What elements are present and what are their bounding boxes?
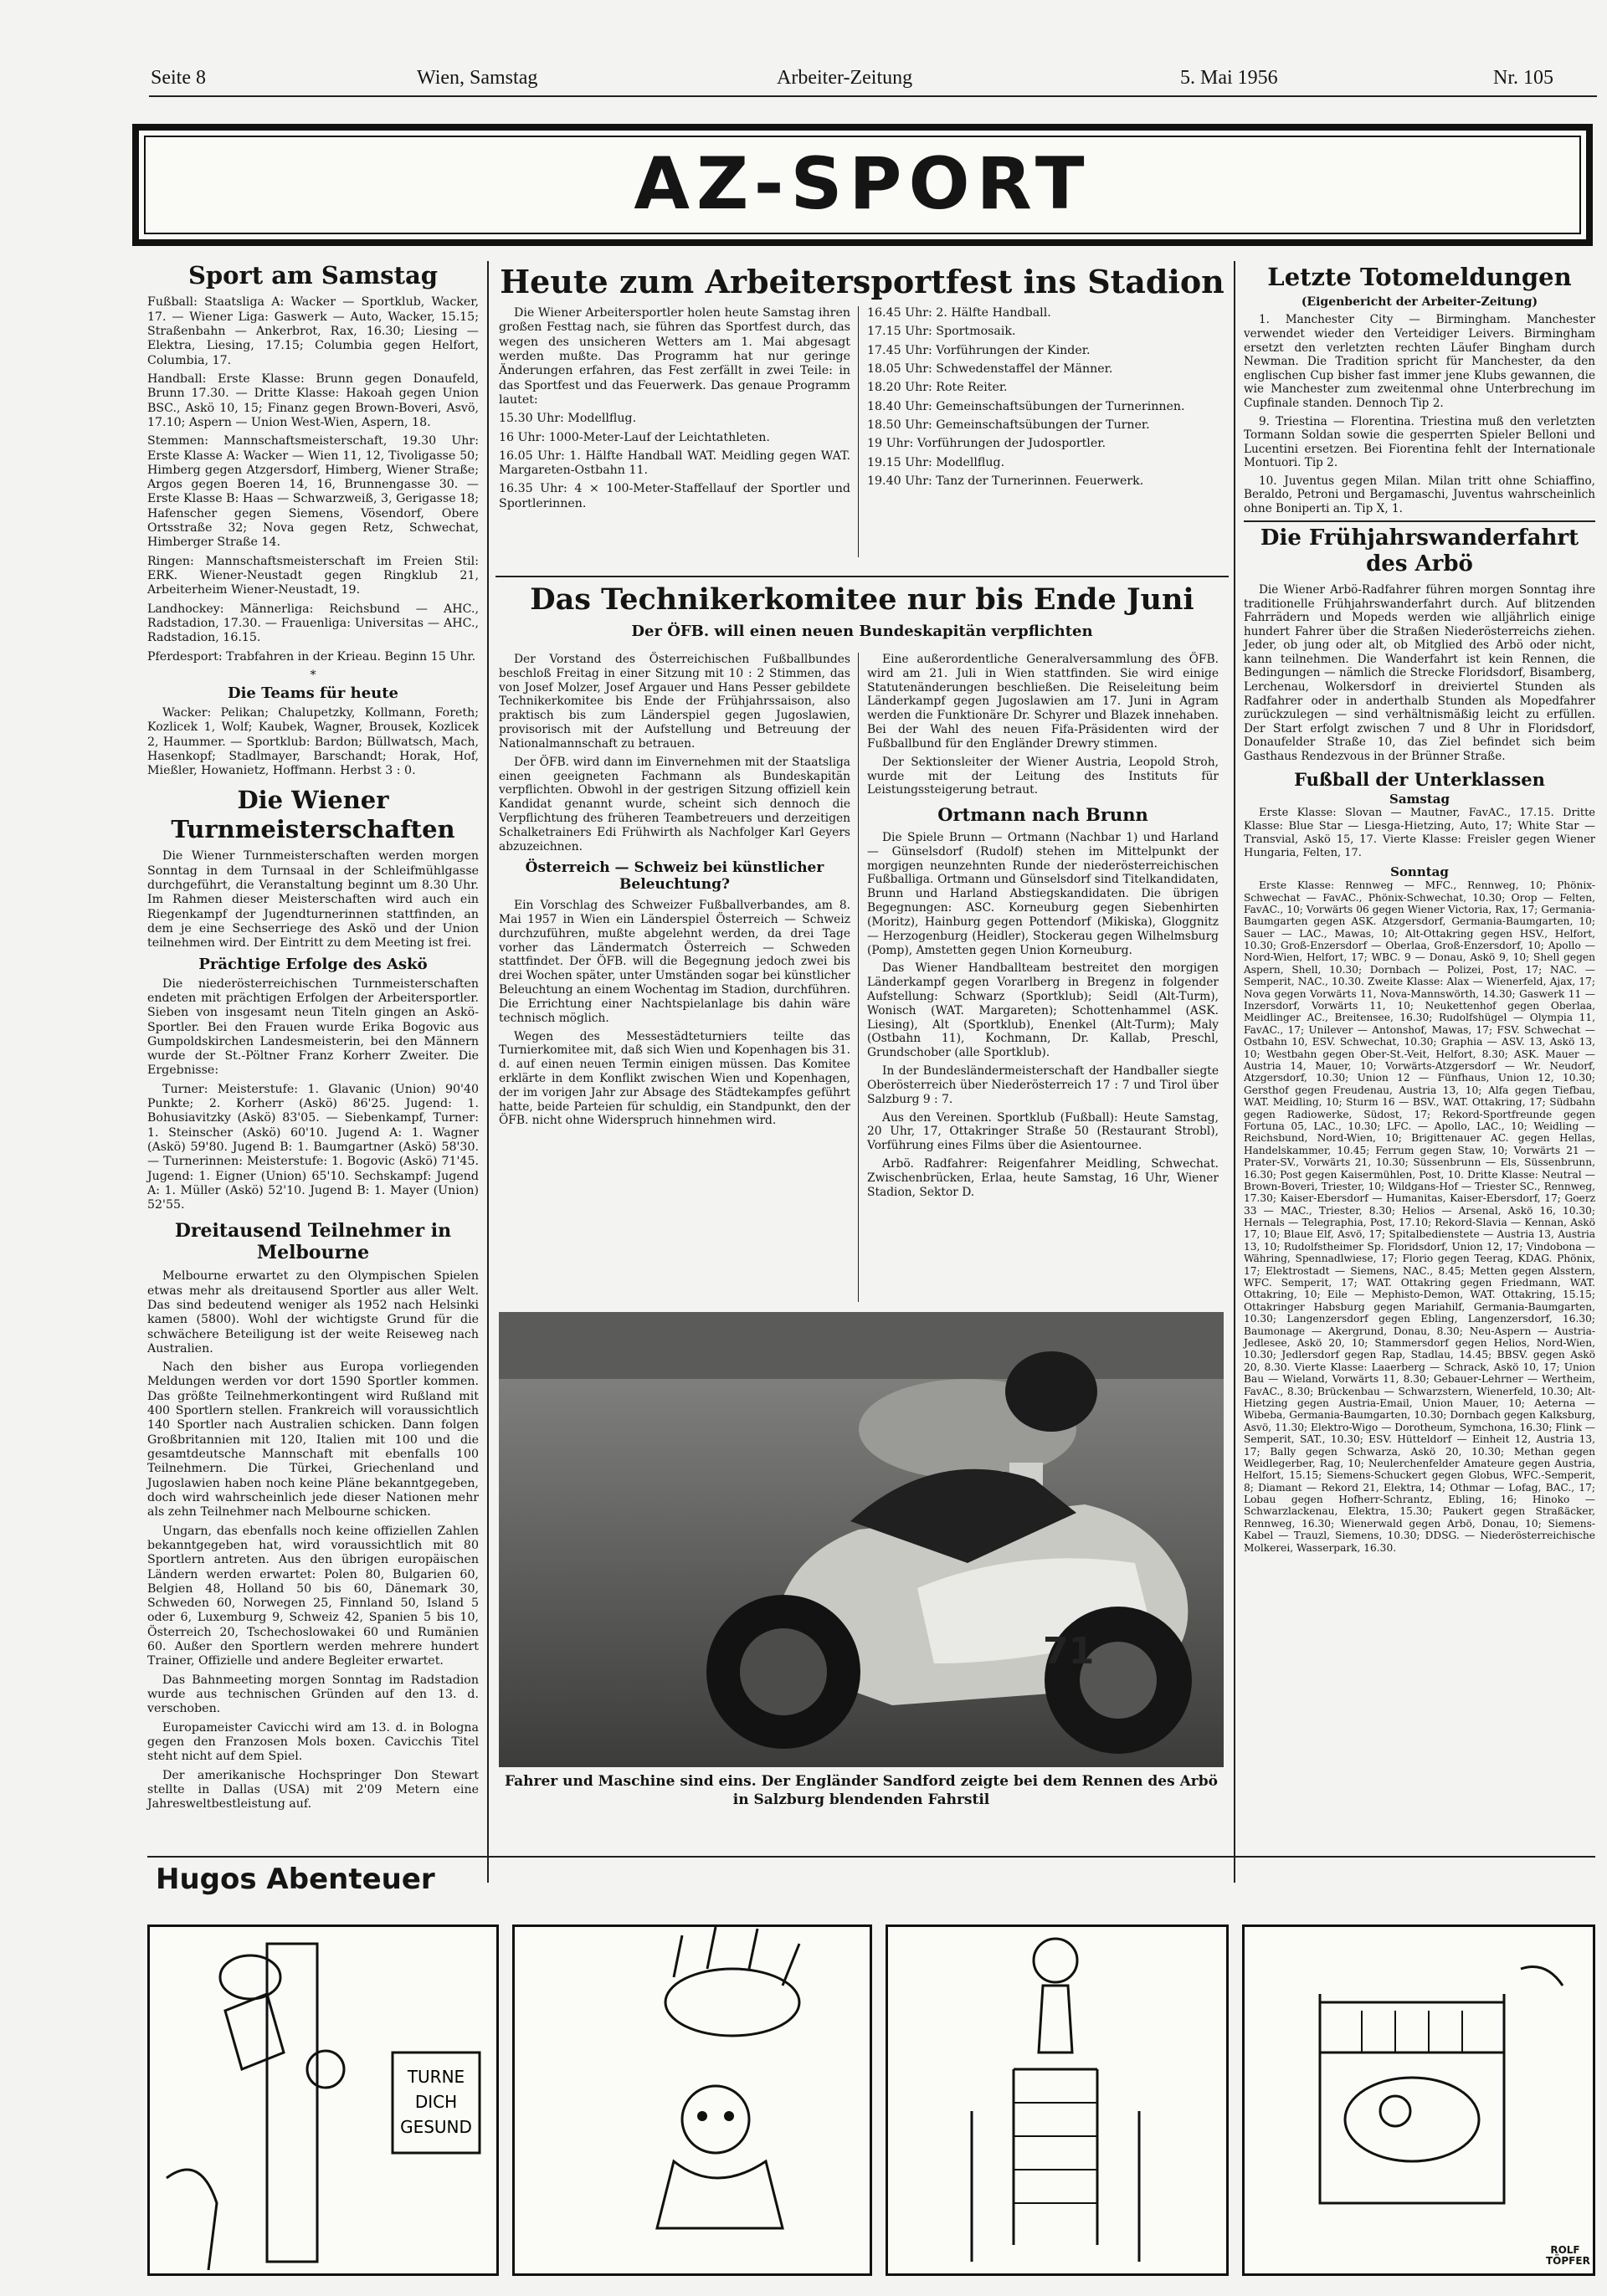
melbourne-p5: Europameister Cavicchi wird am 13. d. in Bologna gegen den Franzosen Mols boxen. Cavicchis Titel steht nicht auf dem Spiel. <box>147 1720 479 1764</box>
melbourne-title: Dreitausend Teilnehmer in Melbourne <box>174 1219 452 1264</box>
comic-panel-4 <box>1242 1924 1595 2276</box>
tk-divider <box>858 653 859 1302</box>
fest-program-8: 18.05 Uhr: Schwedenstaffel der Männer. <box>867 361 1113 376</box>
asterisk-divider: * <box>310 668 316 682</box>
right-rule-1 <box>1244 520 1595 522</box>
sonntag-text: Erste Klasse: Rennweg — MFC., Rennweg, 10; Phönix-Schwechat — FavAC., Phönix-Schwechat, 10.30; Orop — Felten, FavAC., 10; Vorwärts 06 gegen Wiener Victoria, Rax, 17; Germania-Baumgarten gegen ASK. Atzgersdorf, Germania-Baumgarten, 10; Sauer — LAC., Mawas, 10; Alt-Ottakring gegen HSV., Helfort, 10.30; Groß-Enzersdorf — Oberlaa, Groß-Enzersdorf, 10; Apollo — Nord-Wien, Helfort, 17; WBC. 9 — Donau, Askö 9, 10; Shell gegen Aspern, Shell, 10.30; Dornbach — Polizei, Post, 17; NAC. — Semperit, NAC., 10.30. Zweite Klasse: Alax — Wienerfeld, Ajax, 17; Nova gegen Vorwärts 11, Nova-Mannswörth, 14.30; Gaswerk 11 — Inzersdorf, Vorwärts 11, 10; Neukettenhof gegen Oberlaa, Meidlinger AC., Breitensee, 16.30; Rudolfshügel — Olympia 11, FavAC., 17; Unilever — Antonshof, Mawas, 17; FSV. Schwechat — Ostbahn 10, ESV. Schwechat, 10.30; Graphia — ASV. 13, Askö 13, 10; Westbahn gegen Ober-St.-Veit, Helfort, 8.30; ASK. Mauer — Austria 14, Mauer, 10; Vorwärts-Atzgersdorf — Wr. Neudorf, Atzgersdorf, 10.30; Union 12 — Fünfhaus, Union 12, 10.30; Gersthof gegen Freudenau, Austria 13, 10; Alfa gegen Tiefbau, WAT. Meidling, 10; Sturm 16 — BSV., WAT. Ottakring, 17; Südbahn gegen Radiowerke, Südost, 17; Rekord-Sportfreunde gegen Fortuna 05, LAC., 10.30; LFC. — Apollo, LAC., 10; Weidling — Reichsbund, Nord-Wien, 10; Brigittenauer AC. gegen Hellas, Handelskammer, 10.45; Ferrum gegen Staw, 10; Vorwärts 21 — Prater-SV., Vorwärts 21, 10.30; Süssenbrunn — Els, Süssenbrunn, 16.30; Post gegen Kaisermühlen, Post, 10. Dritte Klasse: Neutral — Brown-Boveri, Triester, 10; Wildgans-Hof — Triester SC., Rennweg, 17.30; Kaiser-Ebersdorf — Humanitas, Kaiser-Ebersdorf, 17; Goerz 33 — MAC., Triester, 8.30; Helios — Arsenal, Askö 16, 10.30; Hernals — Telegraphia, Post, 17.10; Rekord-Slavia — Kennan, Askö 17, 10; Blaue Elf, Asvö, 17; Spitalbedienstete — Austria 13, Austria 13, 10; Rudolfstheimer Sp. Floridsdorf, Union 12, 17; Vindobona — Währing, Spennadlwiese, 17; Florio gegen Teerag, KDAG. Phönix, 17; Elektrostadt — Siemens, NAC., 8.45; Metten gegen Alsstern, WFC. Semperit, 17; WAT. Ottakring gegen Friedmann, WAT. Ottakring, 10; Eile — Mephisto-Demon, WAT. Ottakring, 15.15; Ottakringer Habsburg gegen Mariahilf, Germania-Baumgarten, 10.30; Langenzersdorf gegen Ebling, Langenzersdorf, 16.30; Baumonage — Akergrund, Donau, 8.30; Neu-Aspern — Austria-Jedlesee, Askö 20, 10; Stammersdorf gegen Helios, Nord-Wien, 10.30; Jedlersdorf gegen Rap, Stadlau, 14.45; BBSV. gegen Askö 20, 8.30. Vierte Klasse: Laaerberg — Schrack, Askö 10, 17; Union Bau — Wieland, Vorwärts 11, 8.30; Gebauer-Lehrner — Wertheim, FavAC., 8.30; Brückenbau — Schwarzstern, Wienerfeld, 10.30; Alt-Hietzing gegen Austria-Email, Union Mauer, 10; Aeterna — Wibeba, Germania-Baumgarten, 10.30; Dornbach gegen Kalksburg, Asvö, 11.30; Elektro-Wigo — Dorotheum, Symchona, 16.30; Flink — Semperit, SAT., 10.30; ESV. Hütteldorf — Einheit 12, Austria 13, 17; Bally gegen Schwarza, Askö 20, 10.30; Methan gegen Weidlegerber, Rag, 10; Neulerchenfelder Amateure gegen Austria, Helfort, 15.15; Siemens-Schuckert gegen Globus, WFC.-Semperit, 8; Diamant — Rekord 21, Elektra, 14; Othmar — Lofag, BAC., 17; Lobau gegen Hofherr-Schrantz, Ebling, 16; Hinoko — Schwarzlackenau, Elektra, 15.30; Paukert gegen Straßäcker, Rennweg, 16.30; Wienerwald gegen Arbö, Donau, 10; Siemens-Kabel — Trauzl, Siemens, 10.30; DDSG. — Niederösterreichische Molkerei, Wasserpark, 16.30. <box>1244 879 1595 1554</box>
melbourne-p4: Das Bahnmeeting morgen Sonntag im Radstadion wurde aus technischen Gründen auf den 13. d. verschoben. <box>147 1673 479 1716</box>
schweiz-p1: Ein Vorschlag des Schweizer Fußballverbandes, am 8. Mai 1957 in Wien ein Länderspiel Österreich — Schweiz durchzuführen, mußte abgelehnt werden, da drei Tage vorher das Ländermatch Österreich — Schweden stattfindet. Der ÖFB. will die Begegnung jedoch zwei bis drei Wochen später, unter Umständen sogar bei künstlicher Beleuchtung an einem Wochentag im Stadion, durchführen. Die Errichtung einer Nachtspielanlage bis dahin wäre technisch möglich. <box>499 899 850 1025</box>
fest-program-14: 19.40 Uhr: Tanz der Turnerinnen. Feuerwerk. <box>867 474 1144 488</box>
landhockey-listing: Landhockey: Männerliga: Reichsbund — AHC., Radstadion, 17.30. — Frauenliga: Universitas — AHC., Radstadion, 16.15. <box>147 602 479 645</box>
comic-panel-1-drawing <box>150 1927 496 2273</box>
section-banner <box>132 124 1593 246</box>
sonntag-heading: Sonntag <box>1390 864 1449 879</box>
schweiz-title: Österreich — Schweiz bei künstlicher Beleuchtung? <box>525 858 824 894</box>
arbeitersportfest-title: Heute zum Arbeitersportfest ins Stadion <box>500 263 1225 300</box>
askoe-title: Prächtige Erfolge des Askö <box>198 955 428 973</box>
fussball-listing: Fußball: Staatsliga A: Wacker — Sportklub, Wacker, 17. — Wiener Liga: Gaswerk — Auto, Wacker, 15.15; Straßenbahn — Ankerbrot, Rax, 16.30; Liesing — Elektra, Liesing, 17.15; Columbia gegen Helfort, Columbia, 17. <box>147 295 479 367</box>
fest-column-1 <box>499 306 850 515</box>
handball-listing: Handball: Erste Klasse: Brunn gegen Donaufeld, Brunn 17.30. — Dritte Klasse: Hakoah gegen Union BSC., Askö 10, 15; Finanz gegen Brown-Boveri, Asvö, 17.10; Aspern — Union West-Wien, Aspern, 18. <box>147 372 479 429</box>
issue-date: 5. Mai 1956 <box>1180 67 1278 89</box>
ortmann-p4: Aus den Vereinen. Sportklub (Fußball): Heute Samstag, 20 Uhr, 17, Ottakringer Straße 50 (Restaurant Strobl), Vorführung eines Films über die Asientournee. <box>867 1110 1219 1153</box>
fest-program-4: 16.35 Uhr: 4 × 100-Meter-Staffellauf der Sportler und Sportlerinnen. <box>499 482 850 510</box>
technikerkomitee-title: Das Technikerkomitee nur bis Ende Juni <box>530 582 1194 617</box>
sign-text-line: DICH <box>414 2092 458 2112</box>
header-rule <box>149 95 1597 97</box>
technikerkomitee-subtitle: Der ÖFB. will einen neuen Bundeskapitän verpflichten <box>631 623 1093 640</box>
wanderfahrt-title: Die Frühjahrswanderfahrt des Arbö <box>1260 525 1579 577</box>
left-column <box>147 261 479 1817</box>
askoe-results: Turner: Meisterstufe: 1. Glavanic (Union) 90'40 Punkte; 2. Korherr (Askö) 86'25. Jugend: 1. Bohusiavitzky (Askö) 83'05. — Siebenkampf, Turner: 1. Steinscher (Askö) 60'10. Jugend A: 1. Wagner (Askö) 59'80. Jugend B: 1. Baumgartner (Askö) 58'30. — Turnerinnen: Meisterstufe: 1. Bogovic (Askö) 71'45. Jugend: 1. Eigner (Union) 65'10. Sechskampf: Jugend A: 1. Müller (Askö) 52'10. Jugend B: 1. Mayer (Union) 52'55. <box>147 1082 479 1212</box>
race-number: 71 <box>1043 1630 1095 1673</box>
fest-program-12: 19 Uhr: Vorführungen der Judosportler. <box>867 437 1106 451</box>
newspaper-name: Arbeiter-Zeitung <box>777 67 913 89</box>
ortmann-p1: Die Spiele Brunn — Ortmann (Nachbar 1) und Harland — Günselsdorf (Rudolf) stehen im Mittelpunkt der morgigen neunzehnten Runde der niederösterreichischen Fußballiga. Ortmann und Günselsdorf sind Titelkandidaten, Brunn und Harland Abstiegskandidaten. Die übrigen Begegnungen: ASC. Korneuburg gegen Siebenhirten (Moritz), Hainburg gegen Pottendorf (Mikiska), Gloggnitz — Herzogenburg (Heidler), Stockerau gegen Wilhelmsburg (Pomp), Amstetten gegen Union Korneuburg. <box>867 830 1219 957</box>
tk-p2: Der ÖFB. wird dann im Einvernehmen mit der Staatsliga einen geeigneten Fachmann als Bundeskapitän verpflichten. Obwohl in der gestrigen Sitzung offiziell kein Kandidat genannt wurde, scheint sich dennoch die Verpflichtung des früheren Teambetreuers und derzeitigen Schalketrainers Edi Frühwirth als Nachfolger Karl Geyers abzuzeichnen. <box>499 755 850 853</box>
schweiz-p2: Wegen des Messestädteturniers teilte das Turnierkomitee mit, daß sich Wien und Kopenhagen bis 31. d. auf einen neuen Termin einigen müssen. Das Komitee erklärte in dem Konflikt zwischen Wien und Kopenhagen, der im vorigen Jahr zur Absage des Städtekampfes geführt hatte, beide Parteien für schuldig, ein Standpunkt, den der ÖFB. nicht ohne Widerspruch hinnehmen wird. <box>499 1029 850 1128</box>
fest-program-7: 17.45 Uhr: Vorführungen der Kinder. <box>867 343 1091 357</box>
comic-panel-3 <box>886 1924 1229 2276</box>
tk-p4: Der Sektionsleiter der Wiener Austria, Leopold Stroh, wurde mit der Leitung des Instituts für Leistungssteigerung betraut. <box>867 755 1219 797</box>
motorcycle-illustration <box>499 1312 1224 1767</box>
comic-panel-4-drawing <box>1245 1927 1593 2273</box>
fest-column-2 <box>867 306 1219 493</box>
fest-program-11: 18.50 Uhr: Gemeinschaftsübungen der Turner. <box>867 418 1150 432</box>
pferdesport-listing: Pferdesport: Trabfahren in der Krieau. Beginn 15 Uhr. <box>147 649 476 664</box>
issue-number: Nr. 105 <box>1493 67 1553 89</box>
samstag-text: Erste Klasse: Slovan — Mautner, FavAC., 17.15. Dritte Klasse: Blue Star — Liesga-Hietzing, Auto, 17; White Star — Transvial, Askö 15, 17. Vierte Klasse: Freisler gegen Wiener Hungaria, Felten, 17. <box>1244 807 1595 859</box>
toto-p1: 1. Manchester City — Birmingham. Manchester verwendet wieder den Verteidiger Leivers. Birmingham ersetzt den verletzten rechten Läufer Bingham durch Newman. Die Tradition spricht für Manchester, da den englischen Cup bisher fast immer jene Klubs gewannen, die wie Manchester zum zweitenmal ohne Unterbrechung im Cupfinale standen. Dennoch Tip 2. <box>1244 313 1595 410</box>
melbourne-p6: Der amerikanische Hochspringer Don Stewart stellte in Dallas (USA) mit 2'09 Metern eine Jahresweltbestleistung auf. <box>147 1768 479 1812</box>
toto-p2: 9. Triestina — Florentina. Triestina muß den verletzten Tormann Soldan sowie die gesperrten Spieler Belloni und Lucentini ersetzen. Bei Fiorentina fehlt der Internationale Montuori. Tip 2. <box>1244 414 1595 470</box>
section-title: AZ-SPORT <box>634 142 1091 226</box>
ringen-listing: Ringen: Mannschaftsmeisterschaft im Freien Stil: ERK. Wiener-Neustadt gegen Ringklub 21, Arbeiterheim Wiener-Neustadt, 19. <box>147 554 479 597</box>
samstag-heading: Samstag <box>1389 792 1450 807</box>
comic-top-rule <box>147 1856 1595 1858</box>
toto-p3: 10. Juventus gegen Milan. Milan tritt ohne Schiaffino, Beraldo, Petroni und Bergamaschi, Juventus wahrscheinlich ohne Boniperti an. Tip X, 1. <box>1244 474 1595 515</box>
fest-program-6: 17.15 Uhr: Sportmosaik. <box>867 325 1016 339</box>
turnmeisterschaften-title: Die Wiener Turnmeisterschaften <box>171 785 455 844</box>
melbourne-p1: Melbourne erwartet zu den Olympischen Spielen etwas mehr als dreitausend Sportler aus aller Welt. Das sind bedeutend weniger als 1952 nach Helsinki kamen (5800). Wohl der wichtigste Grund für die schwächere Beteiligung ist der weite Reiseweg nach Australien. <box>147 1269 479 1356</box>
comic-title: Hugos Abenteuer <box>156 1863 435 1896</box>
fest-program-5: 16.45 Uhr: 2. Hälfte Handball. <box>867 306 1051 320</box>
unterklassen-title: Fußball der Unterklassen <box>1294 768 1545 790</box>
wanderfahrt-text: Die Wiener Arbö-Radfahrer führen morgen Sonntag ihre traditionelle Frühjahrswanderfahrt durch. Auf blitzenden Fahrrädern und Mopeds werden wie alljährlich einige hundert Fahrer über die Straßen Niederösterreichs ziehen. Jeder, ob jung oder alt, ob Mitglied des Arbö oder nicht, kann teilnehmen. Die Wanderfahrt ist kein Rennen, die Bedingungen — nämlich die Strecke Floridsdorf, Bisamberg, Lerchenau, Wolkersdorf in dreiviertel Stunden als Radfahrer oder in anderthalb Stunden als Mopedfahrer zurückzulegen — sind verhältnismäßig leicht zu erfüllen. Der Start erfolgt zwischen 7 und 8 Uhr in Floridsdorf, Donaufelder Straße 10, das Ziel befindet sich beim Gasthaus Rendezvous in der Brünner Straße. <box>1244 582 1595 763</box>
ortmann-title: Ortmann nach Brunn <box>937 804 1148 826</box>
stemmen-listing: Stemmen: Mannschaftsmeisterschaft, 19.30 Uhr: Erste Klasse A: Wacker — Wien 11, 12, Tivoligasse 50; Himberg gegen Atzgersdorf, Himberg, Wiener Straße; Argos gegen Boeren 14, 16, Brunnengasse 30. — Erste Klasse B: Haas — Schwarzweiß, 3, Gerigasse 18; Hafenscher gegen Siemens, Vösendorf, Obere Ortsstraße 32; Nova gegen Retz, Schwechat, Himberger Straße 14. <box>147 434 479 550</box>
sport-am-samstag-title: Sport am Samstag <box>187 261 439 290</box>
askoe-text: Die niederösterreichischen Turnmeisterschaften endeten mit prächtigen Erfolgen der Arbeitersportler. Sieben von insgesamt neun Titeln gingen an Askö-Sportler. Bei den Frauen wurde Erika Bogovic aus Gumpoldskirchen Landesmeisterin, bei den Männern wurde der St.-Pöltner Franz Korherr Zweiter. Die Ergebnisse: <box>147 976 479 1078</box>
page-number: Seite 8 <box>151 67 206 89</box>
tk-p1: Der Vorstand des Österreichischen Fußballbundes beschloß Freitag in einer Sitzung mit 10 : 2 Stimmen, das von Josef Molzer, Josef Argauer und Hans Pesser gebildete Technikerkomitee bis Ende der Frühjahrssaison, also praktisch bis zum Länderspiel gegen Jugoslawien, provisorisch mit der Aufstellung und Betreuung der Nationalmannschaft zu betrauen. <box>499 653 850 751</box>
comic-panel-2 <box>512 1924 872 2276</box>
cartoonist-signature: ROLF TÖPFER <box>1546 2243 1590 2267</box>
tk-column-1 <box>499 653 850 1132</box>
fest-rule <box>495 576 1229 577</box>
column-rule-left <box>487 261 489 1883</box>
fest-program-2: 16 Uhr: 1000-Meter-Lauf der Leichtathleten. <box>499 430 770 444</box>
turnmeisterschaften-text: Die Wiener Turnmeisterschaften werden morgen Sonntag in dem Turnsaal in der Schleifmühlgasse durchgeführt, die Veranstaltung beginnt um 8.30 Uhr. Im Rahmen dieser Meisterschaften wird auch ein Riegenkampf der Jugendturnerinnen stattfinden, an dem je eine Sechserriege des Askö und der Union teilnehmen wird. Der Eintritt zu dem Meeting ist frei. <box>147 849 479 951</box>
comic-panel-3-drawing <box>888 1927 1226 2273</box>
fest-program-9: 18.20 Uhr: Rote Reiter. <box>867 381 1008 395</box>
tk-p3: Eine außerordentliche Generalversammlung des ÖFB. wird am 21. Juli in Wien stattfinden. Sie wird einige Statutenänderungen beschließen. Die Reiseleitung beim Länderkampf gegen Jugoslawien am 17. Juni in Agram werden die Funktionäre Dr. Schyrer und Blazek innehaben. Bei der Wahl des neuen Fifa-Präsidenten wird der Fußballbund für den Engländer Drewry stimmen. <box>867 653 1219 751</box>
fest-program-10: 18.40 Uhr: Gemeinschaftsübungen der Turnerinnen. <box>867 399 1185 413</box>
melbourne-p3: Ungarn, das ebenfalls noch keine offiziellen Zahlen bekanntgegeben hat, wird voraussichtlich mit 80 Sportlern antreten. Aus den übrigen europäischen Ländern werden erwartet: Polen 80, Bulgarien 60, Belgien 48, Holland 50 bis 60, Dänemark 30, Schweden 60, Norwegen 25, Finnland 50, Island 5 oder 6, Luxemburg 9, Schweiz 42, Spanien 5 bis 10, Österreich 20, Tschechoslowakei 60 und Rumänien 60. Außer den Sportlern werden mehrere hundert Trainer, Offizielle und andere Begleiter erwartet. <box>147 1524 479 1668</box>
fest-program-1: 15.30 Uhr: Modellflug. <box>499 412 637 426</box>
melbourne-p2: Nach den bisher aus Europa vorliegenden Meldungen werden vor dort 1590 Sportler kommen. Das größte Teilnehmerkontingent wird Rußland mit 400 Sportlern stellen. Frankreich will voraussichtlich 140 Sportler nach Australien schicken. Dann folgen Großbritannien mit 120, Italien mit 100 und die gesamtdeutsche Mannschaft mit ebenfalls 100 Teilnehmern. Die Türkei, Griechenland und Jugoslawien haben noch keine Pläne bekanntgegeben, doch wird wahrscheinlich jede dieser Nationen mehr als zehn Teilnehmer nach Melbourne schicken. <box>147 1361 479 1520</box>
right-column <box>1244 263 1595 1558</box>
comic-panel-2-drawing <box>515 1927 870 2273</box>
place-day: Wien, Samstag <box>417 67 538 89</box>
fest-divider <box>858 306 859 557</box>
motorcycle-photo <box>499 1312 1224 1767</box>
photo-caption: Fahrer und Maschine sind eins. Der Engländer Sandford zeigte bei dem Rennen des Arbö in Salzburg blendenden Fahrstil <box>504 1773 1218 1809</box>
fest-program-3: 16.05 Uhr: 1. Hälfte Handball WAT. Meidling gegen WAT. Margareten-Ostbahn 11. <box>499 448 850 478</box>
totomeldungen-subtitle: (Eigenbericht der Arbeiter-Zeitung) <box>1301 295 1538 310</box>
fest-program-13: 19.15 Uhr: Modellflug. <box>867 455 1005 469</box>
teams-text: Wacker: Pelikan; Chalupetzky, Kollmann, Foreth; Kozlicek 1, Wolf; Kaubek, Wagner, Brousek, Kozlicek 2, Haummer. — Sportklub: Bardon; Büllwatsch, Mach, Hasenkopf; Stadlmayer, Barschandt; Horak, Hof, Mießler, Howanietz, Hoffmann. Herbst 3 : 0. <box>147 706 479 778</box>
totomeldungen-title: Letzte Totomeldungen <box>1267 263 1572 291</box>
column-rule-right <box>1234 261 1235 1883</box>
sign-text-line: TURNE <box>407 2067 465 2087</box>
ortmann-p2: Das Wiener Handballteam bestreitet den morgigen Länderkampf gegen Vorarlberg in Bregenz in folgender Aufstellung: Schwarz (Sportklub); Seidl (Alt-Turm), Wonisch (WAT. Margareten); Schottenhammel (ASK. Liesing), Alt (Sportklub), Enenkel (Alt-Turm); Maly (Ostbahn 11), Kochmann, Dr. Kallab, Preschl, Grundschober (alle Sportklub). <box>867 961 1219 1060</box>
fest-text: Die Wiener Arbeitersportler holen heute Samstag ihren großen Festtag nach, sie führen das Sportfest durch, das wegen des unsicheren Wetters am 1. Mai abgesagt werden mußte. Das Programm hat nur geringe Änderungen erfahren, das Fest zerfällt in zwei Teile: in das Sportfest und das Feuerwerk. Das genaue Programm lautet: <box>499 306 850 407</box>
tk-column-2 <box>867 653 1219 1204</box>
teams-title: Die Teams für heute <box>227 684 399 703</box>
comic-panel-1 <box>147 1924 499 2276</box>
ortmann-p3: In der Bundesländermeisterschaft der Handballer siegte Oberösterreich über Niederösterreich 17 : 7 und Tirol über Salzburg 9 : 7. <box>867 1064 1219 1106</box>
sign-text-line: GESUND <box>400 2117 472 2137</box>
ortmann-p5: Arbö. Radfahrer: Reigenfahrer Meidling, Schwechat. Zwischenbrücken, Erlaa, heute Samstag, 16 Uhr, Wiener Stadion, Sektor D. <box>867 1157 1219 1199</box>
